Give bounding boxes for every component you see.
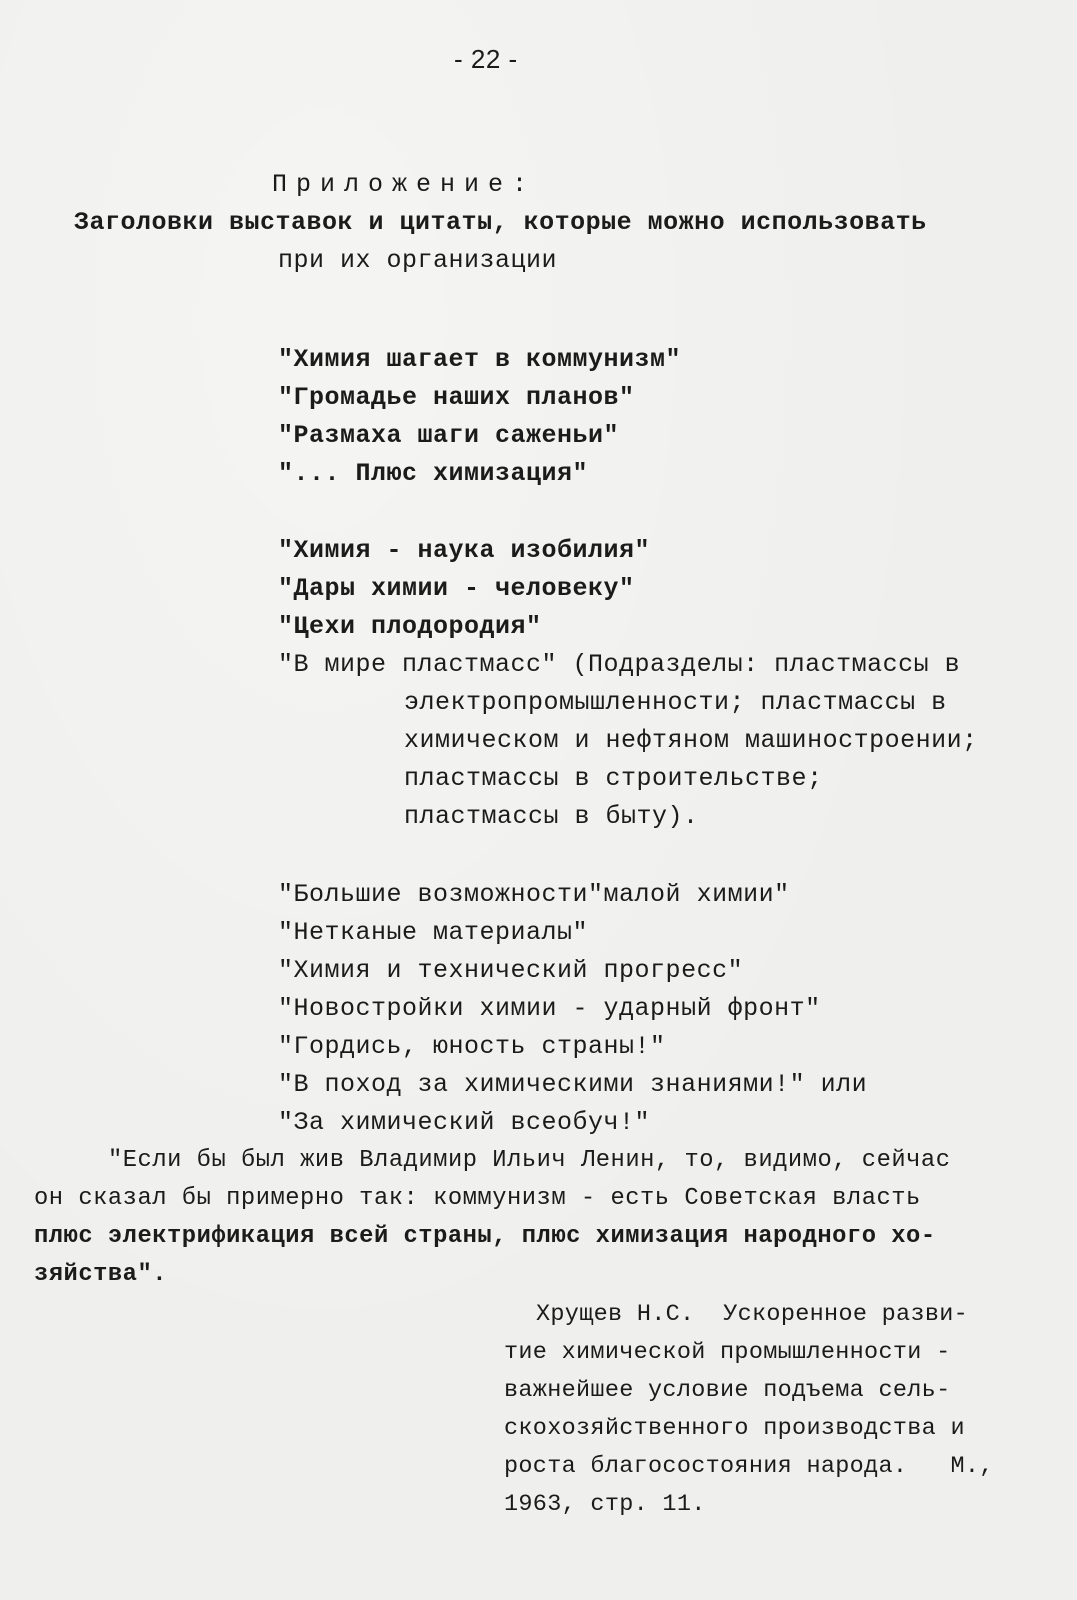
exhibition-title: "Большие возможности"малой химии" [278,880,790,909]
quote-line: "Если бы был жив Владимир Ильич Ленин, то, видимо, сейчас [108,1147,951,1174]
exhibition-title: "Гордись, юность страны!" [278,1032,666,1061]
citation-line: роста благосостояния народа. М., [504,1453,994,1480]
subsection-line: пластмассы в строительстве; [404,764,823,793]
citation-line: 1963, стр. 11. [504,1491,706,1518]
appendix-subtitle-line-1: Заголовки выставок и цитаты, которые можно использовать [74,208,927,237]
exhibition-title: "Новостройки химии - ударный фронт" [278,994,821,1023]
subsection-line: электропромышленности; пластмассы в [404,688,947,717]
citation-line: Хрущев Н.С. Ускоренное разви- [536,1301,969,1328]
exhibition-title: "Дары химии - человеку" [278,574,635,603]
appendix-subtitle-line-2: при их организации [278,246,558,275]
exhibition-title: "Громадье наших планов" [278,383,635,412]
exhibition-title: "Химия и технический прогресс" [278,956,744,985]
appendix-title: Приложение: [272,170,537,199]
exhibition-title: "В поход за химическими знаниями!" или [278,1070,868,1099]
quote-line: зяйства". [34,1261,168,1288]
subsection-line: химическом и нефтяном машиностроении; [404,726,978,755]
exhibition-title: "За химический всеобуч!" [278,1108,651,1137]
quote-line: плюс электрификация всей страны, плюс химизация народного хо- [34,1223,936,1250]
subsection-line: пластмассы в быту). [404,802,699,831]
exhibition-title: "Цехи плодородия" [278,612,542,641]
quote-line: он сказал бы примерно так: коммунизм - есть Советская власть [34,1185,921,1212]
exhibition-title: "Размаха шаги саженьи" [278,421,620,450]
citation-line: тие химической промышленности - [504,1339,951,1366]
exhibition-title: "... Плюс химизация" [278,459,589,488]
page-number: - 22 - [454,44,518,74]
exhibition-title: "Химия - наука изобилия" [278,536,651,565]
citation-line: важнейшее условие подъема сель- [504,1377,951,1404]
exhibition-title: "Химия шагает в коммунизм" [278,345,682,374]
exhibition-title: "Нетканые материалы" [278,918,589,947]
exhibition-title-with-subsections: "В мире пластмасс" (Подразделы: пластмассы в [278,650,961,679]
citation-line: скохозяйственного производства и [504,1415,965,1442]
